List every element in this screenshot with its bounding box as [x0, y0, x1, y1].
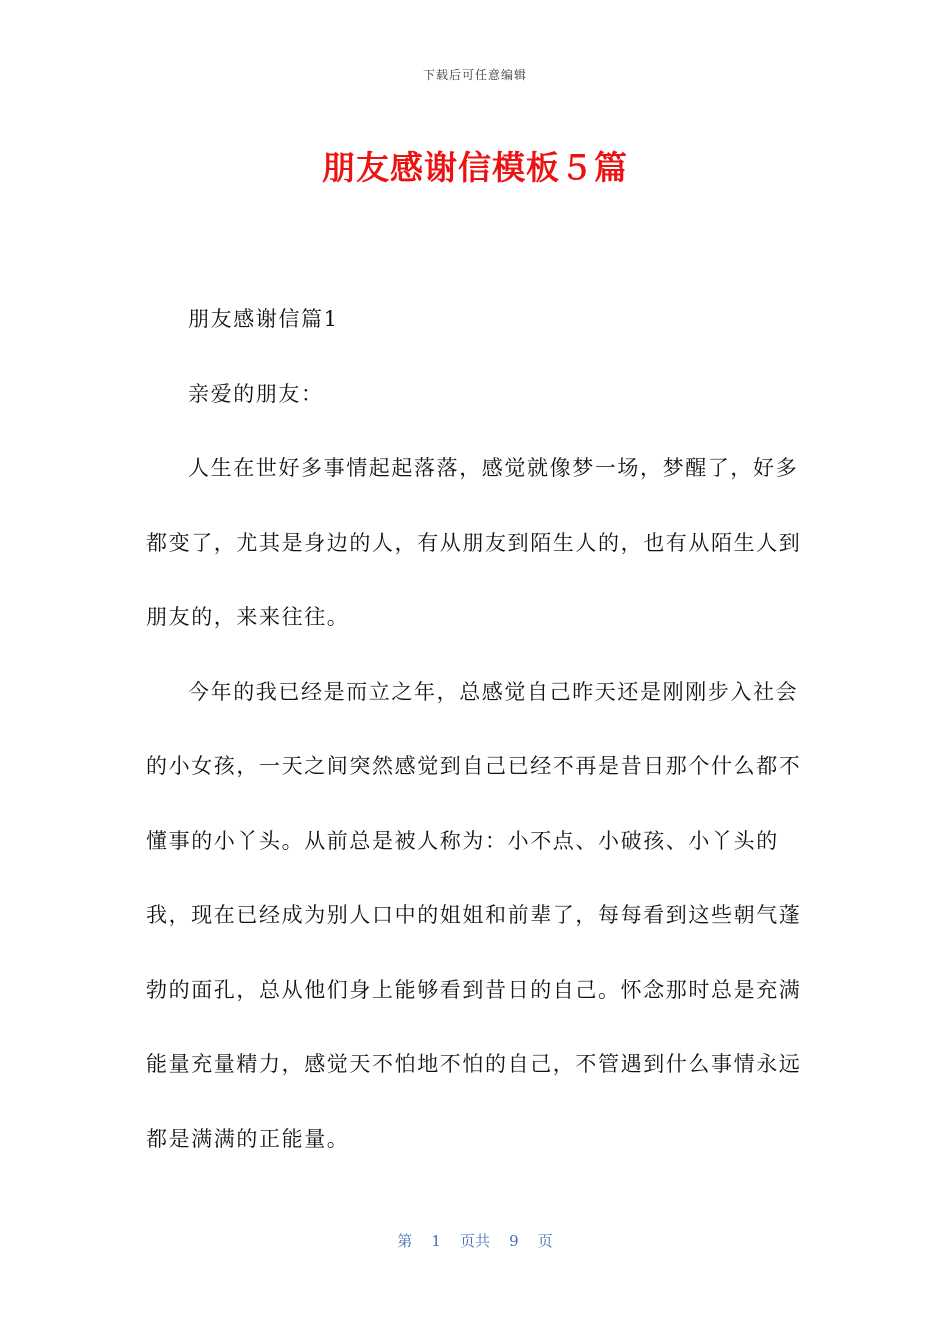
document-title: 朋友感谢信模板５篇 — [322, 148, 628, 187]
document-body — [146, 282, 806, 1176]
salutation: 亲爱的朋友： — [188, 381, 324, 406]
header-note: 下载后可任意编辑 — [422, 68, 527, 82]
page-current: 1 — [431, 1232, 441, 1250]
page-prefix: 第 — [397, 1232, 413, 1250]
page-total: 9 — [509, 1232, 519, 1250]
page-suffix: 页 — [537, 1232, 553, 1250]
body-paragraph: 人生在世好多事情起起落落，感觉就像梦一场，梦醒了，好多都变了，尤其是身边的人，有从朋友到陌生人的，也有从陌生人到朋友的，来来往往。 — [146, 456, 802, 629]
page-middle: 页共 — [459, 1232, 490, 1250]
page-footer — [0, 1230, 950, 1251]
section-heading: 朋友感谢信篇1 — [188, 307, 339, 331]
body-paragraph: 今年的我已经是而立之年，总感觉自己昨天还是刚刚步入社会的小女孩，一天之间突然感觉到自己已经不再是昔日那个什么都不懂事的小丫头。从前总是被人称为：小不点、小破孩、小丫头的我，现在已经成为别人口中的姐姐和前辈了，每每看到这些朝气蓬勃的面孔，总从他们身上能够看到昔日的自己。怀念那时总是充满能量充量精力，感觉天不怕地不怕的自己，不管遇到什么事情永远都是满满的正能量。 — [146, 679, 802, 1151]
